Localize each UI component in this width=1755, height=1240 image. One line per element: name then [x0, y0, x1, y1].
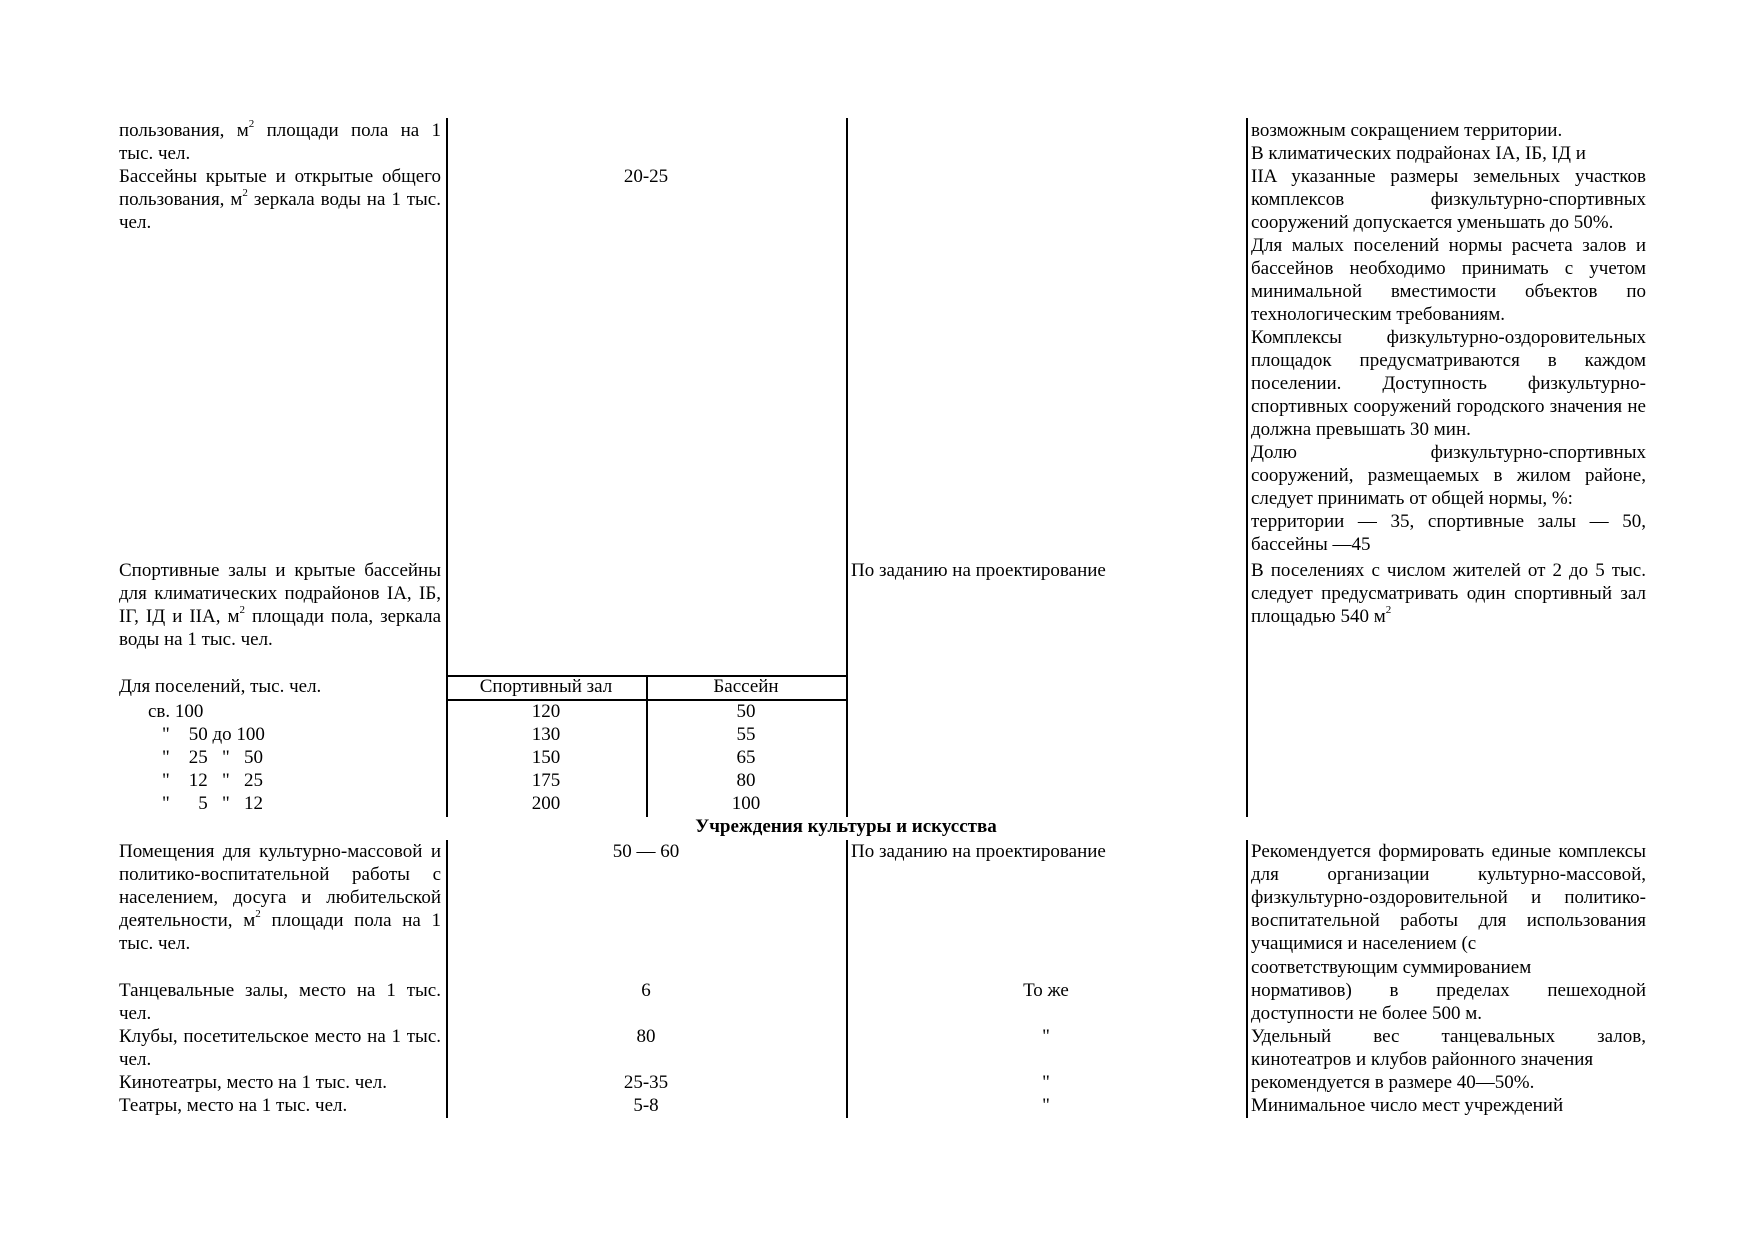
- row-sports-halls-climatic-name: Спортивные залы и крытые бассейны для климатических подрайонов IA, IБ, IГ, IД и IIA, $м^2$ площади пола, зеркала воды на 1 тыс. чел.: [119, 560, 441, 650]
- settlement-pool-3: 80: [736, 770, 756, 791]
- settlement-pool-4: 100: [731, 793, 761, 814]
- settlement-pool-2: 65: [736, 747, 756, 768]
- row-cinemas-norm: 25-35: [623, 1072, 669, 1093]
- row-culture-premises-norm: 50 — 60: [612, 841, 680, 862]
- note-share-dance-line2: кинотеатров и клубов районного значения: [1251, 1049, 1594, 1070]
- row-pools-norm: 20-25: [623, 166, 669, 187]
- row-theatres-name: Театры, место на 1 тыс. чел.: [119, 1095, 348, 1116]
- row-pools-name: Бассейны крытые и открытые общего пользования, $м^2$ зеркала воды на 1 тыс. чел.: [119, 166, 441, 233]
- settlement-size-0: св. 100: [148, 701, 204, 722]
- settlement-hall-1: 130: [531, 724, 561, 745]
- row-dance-halls-name: Танцевальные залы, место на 1 тыс. чел.: [119, 980, 441, 1024]
- table-rule-col4-upper: [1246, 118, 1248, 817]
- row-clubs-norm: 80: [636, 1026, 656, 1047]
- settlement-pool-1: 55: [736, 724, 756, 745]
- settlement-size-2: " 25 " 50: [162, 747, 264, 768]
- row-theatres-norm: 5-8: [633, 1095, 659, 1116]
- settlements-label: Для поселений, тыс. чел.: [119, 676, 322, 697]
- row-culture-premises-design: По заданию на проектирование: [851, 841, 1106, 862]
- note-culture-recommend: Рекомендуется формировать единые комплексы для организации культурно-массовой, физкультурно-оздоровительной и политико-воспитательной работы для использования учащимися и населением (с: [1251, 841, 1646, 954]
- settlement-size-1: " 50 до 100: [162, 724, 265, 745]
- note-settlements-2-5: В поселениях с числом жителей от 2 до 5 тыс. следует предусматривать один спортивный зал площадью 540 $м^2$: [1251, 560, 1646, 627]
- settlement-hall-3: 175: [531, 770, 561, 791]
- subheader-sports-hall: Спортивный зал: [479, 676, 613, 697]
- row-sports-halls-climatic-design: По заданию на проектирование: [851, 560, 1106, 581]
- row-theatres-design: ": [1042, 1095, 1050, 1116]
- note-share-dance-head: Удельный вес танцевальных залов,: [1251, 1026, 1646, 1047]
- settlement-hall-0: 120: [531, 701, 561, 722]
- note-climatic-line: В климатических подрайонах IA, IБ, IД и: [1251, 143, 1586, 164]
- note-walking-distance: нормативов) в пределах пешеходной доступности не более 500 м.: [1251, 980, 1646, 1024]
- table-rule-col3-upper: [846, 118, 848, 817]
- note-culture-recommend-tail: соответствующим суммированием: [1251, 957, 1532, 978]
- note-min-seats: Минимальное число мест учреждений: [1251, 1095, 1564, 1116]
- section-heading-culture: Учреждения культуры и искусства: [695, 816, 997, 837]
- settlement-hall-4: 200: [531, 793, 561, 814]
- settlement-size-3: " 12 " 25: [162, 770, 264, 791]
- settlement-hall-2: 150: [531, 747, 561, 768]
- note-complexes: Комплексы физкультурно-оздоровительных площадок предусматриваются в каждом поселении. Доступность физкультурно-спортивных сооружений городского значения не должна превышать 30 мин.: [1251, 327, 1646, 440]
- row-dance-halls-design: То же: [1023, 980, 1069, 1001]
- row-culture-premises-name: Помещения для культурно-массовой и политико-воспитательной работы с населением, досуга и любительской деятельности, $м^2$ площади пола на 1 тыс. чел.: [119, 841, 442, 954]
- note-share-dance-line3: рекомендуется в размере 40—50%.: [1251, 1072, 1535, 1093]
- row-clubs-name: Клубы, посетительское место на 1 тыс. чел.: [119, 1026, 441, 1070]
- note-reduction: возможным сокращением территории.: [1251, 120, 1563, 141]
- note-small-settlements: Для малых поселений нормы расчета залов и бассейнов необходимо принимать с учетом минимальной вместимости объектов по технологическим требованиям.: [1251, 235, 1646, 325]
- row-sports-floor-area-name: пользования, $м^2$ площади пола на 1 тыс. чел.: [119, 117, 441, 164]
- row-dance-halls-norm: 6: [641, 980, 651, 1001]
- note-climatic-body: IIA указанные размеры земельных участков комплексов физкультурно-спортивных сооружений допускается уменьшать до 50%.: [1251, 166, 1646, 233]
- note-share-head: Долю физкультурно-спортивных: [1251, 442, 1646, 463]
- row-clubs-design: ": [1042, 1026, 1050, 1047]
- settlement-pool-0: 50: [736, 701, 756, 722]
- row-cinemas-name: Кинотеатры, место на 1 тыс. чел.: [119, 1072, 387, 1093]
- row-cinemas-design: ": [1042, 1072, 1050, 1093]
- table-rule-col4-lower: [1246, 840, 1248, 1118]
- note-share-values: территории — 35, спортивные залы — 50, бассейны —45: [1251, 511, 1646, 555]
- settlement-size-4: " 5 " 12: [162, 793, 264, 814]
- subheader-pool: Бассейн: [713, 676, 779, 697]
- note-share-body: сооружений, размещаемых в жилом районе, следует принимать от общей нормы, %:: [1251, 465, 1646, 509]
